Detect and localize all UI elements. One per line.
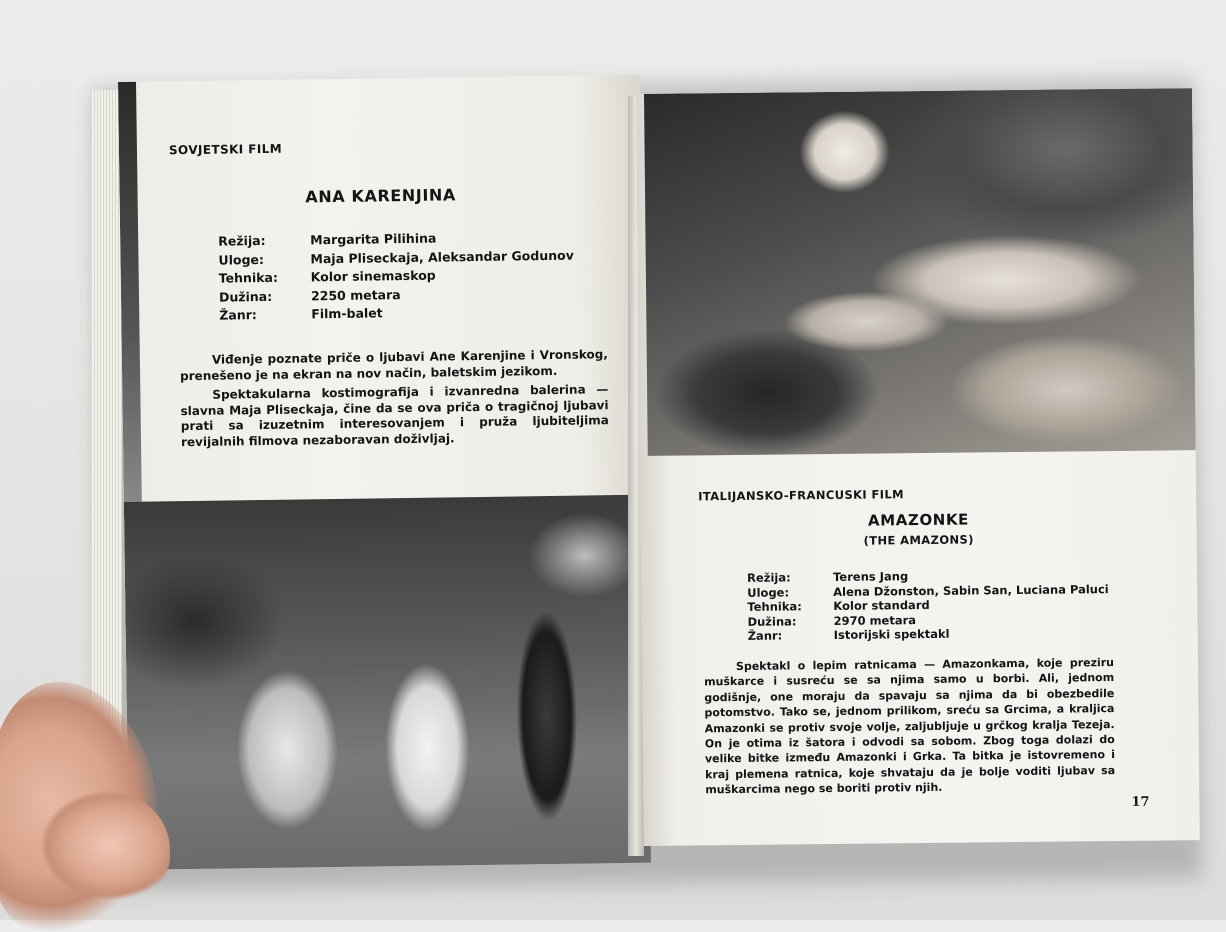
ballet-photo — [124, 495, 651, 870]
credit-key: Režija: — [218, 232, 266, 249]
credit-value: Kolor standard — [833, 597, 930, 613]
description-paragraph: Spektakularna kostimografija i izvanredna balerina — slavna Maja Pliseckaja, čine da se ova priča o tragičnoj ljubavi prati sa izuzetnim interesovanjem i pruža ljubiteljima revijalnih filmova nezaboravan doživljaj. — [180, 382, 609, 449]
credit-key: Žanr: — [219, 307, 257, 323]
credit-value: Istorijski spektakl — [833, 626, 950, 642]
left-credits — [218, 228, 575, 325]
right-credits — [747, 567, 1109, 643]
credit-key: Tehnika: — [218, 269, 279, 286]
left-film-title: ANA KARENJINA — [305, 185, 457, 207]
credit-key: Dužina: — [218, 288, 273, 305]
description-paragraph: Spektakl o lepim ratnicama — Amazonkama, koje preziru muškarce i susreću se sa njima samo u borbi. Ali, jednom godišnje, one moraju da spavaju sa njima da bi obezbedile potomstvo. Tako se, jednom prilikom, sreću sa Grcima, a kraljica Amazonki se protiv svoje volje, zaljubljuje u grčkog kralja Tezeja. On je otima iz šatora i odvodi sa sobom. Zbog toga dolazi do velike bitke između Amazonki i Grka. Ta bitka je istovremeno i kraj plemena ratnica, koje shvataju da je bolje voditi ljubav sa muškarcima nego se boriti protiv njih. — [704, 656, 1116, 797]
right-description — [704, 655, 1115, 802]
left-page-header: SOVJETSKI FILM — [168, 141, 283, 158]
credit-value: Film-balet — [311, 305, 383, 322]
left-page — [118, 75, 651, 870]
credit-value: Maja Pliseckaja, Aleksandar Godunov — [310, 247, 574, 266]
credit-row — [219, 302, 575, 325]
amazons-photo — [644, 88, 1196, 456]
credit-key: Režija: — [746, 570, 791, 585]
right-film-subtitle: (THE AMAZONS) — [863, 532, 974, 548]
credit-key: Uloge: — [218, 251, 265, 268]
page-number: 17 — [1131, 794, 1150, 810]
left-description — [180, 347, 609, 454]
credit-value: 2970 metara — [833, 612, 917, 628]
thumb — [40, 790, 170, 910]
credit-key: Uloge: — [747, 584, 790, 600]
right-page-header: ITALIJANSKO-FRANCUSKI FILM — [698, 487, 905, 504]
credit-value: Margarita Pilihina — [310, 230, 437, 248]
right-film-title: AMAZONKE — [867, 510, 970, 530]
credit-value: Kolor sinemaskop — [310, 267, 436, 285]
credit-value: 2250 metara — [310, 286, 401, 303]
credit-key: Žanr: — [747, 628, 783, 643]
credit-key: Tehnika: — [747, 599, 802, 614]
credit-value: Terens Jang — [832, 569, 909, 584]
credit-row — [748, 625, 1110, 643]
credit-value: Alena Džonston, Sabin San, Luciana Paluci — [833, 581, 1109, 599]
description-paragraph: Viđenje poznate priče o ljubavi Ane Karenjine i Vronskog, prenešeno je na ekran na nov način, baletskim jezikom. — [180, 347, 608, 383]
credit-key: Dužina: — [747, 613, 797, 629]
right-page — [636, 88, 1200, 846]
